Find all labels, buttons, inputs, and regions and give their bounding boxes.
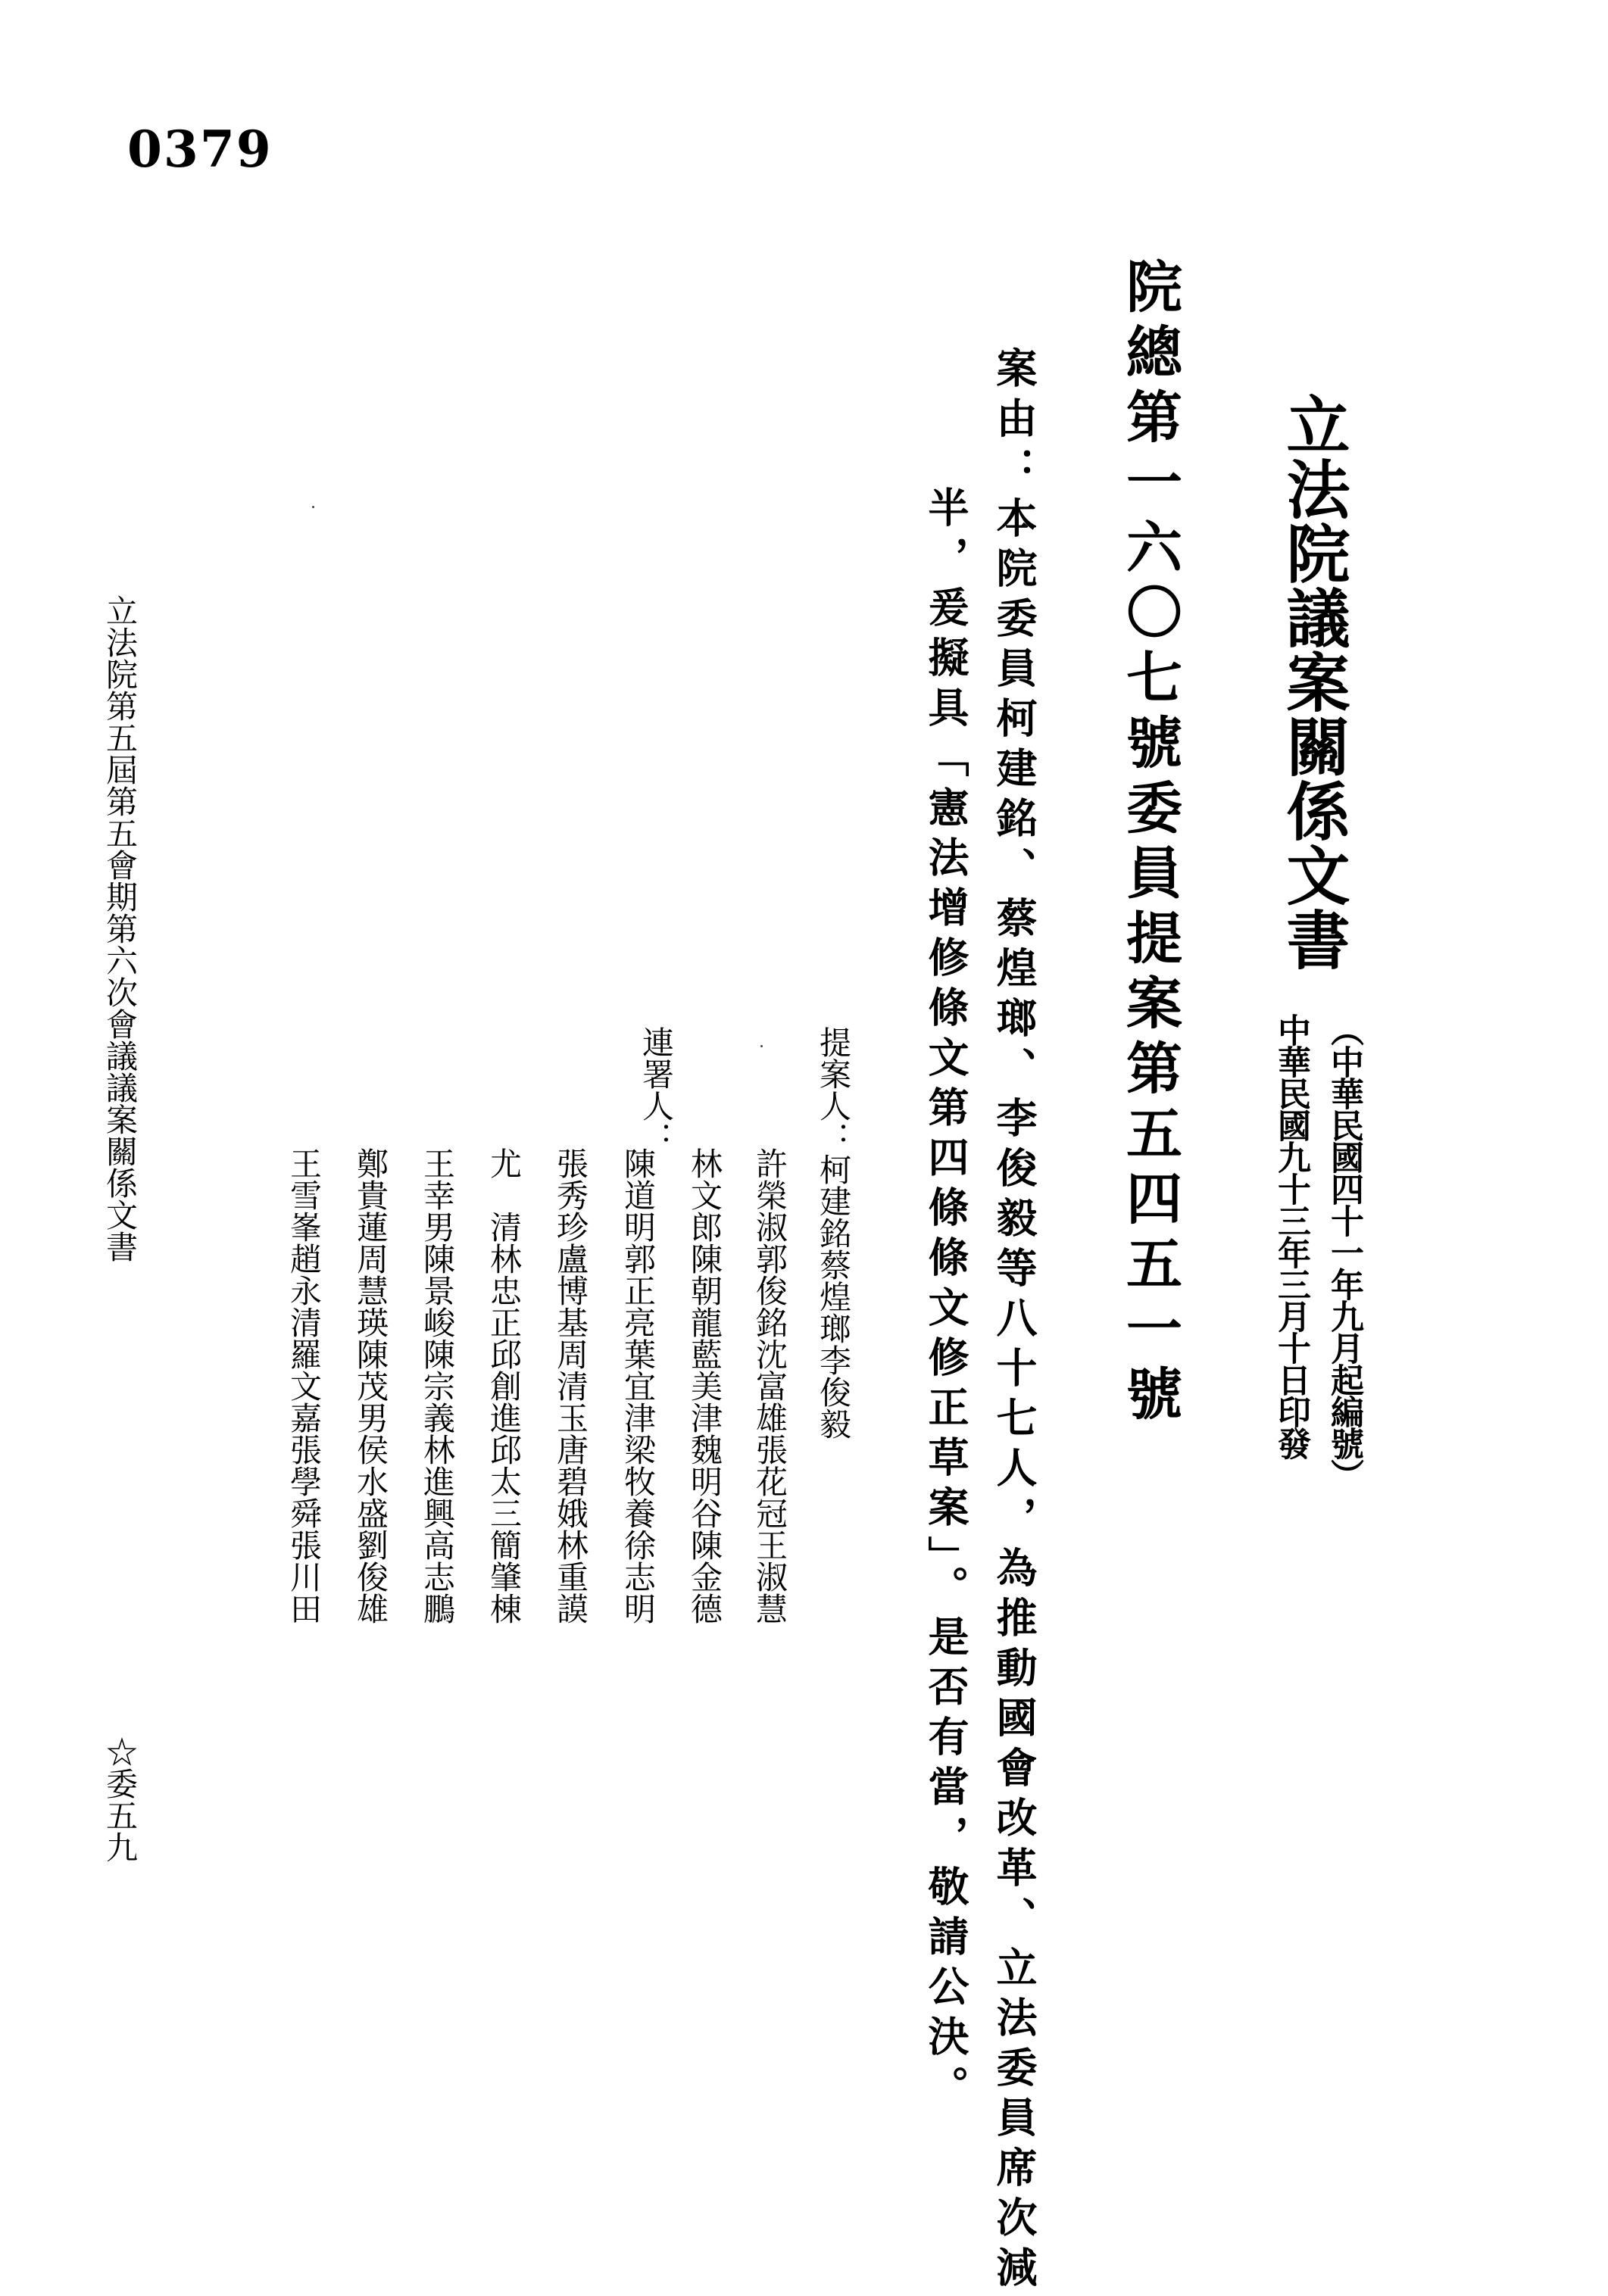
cosigner-name: 陳茂男 (352, 1338, 389, 1433)
cosigner-name: 林進興 (419, 1433, 456, 1529)
proposer-label: 提案人： (815, 1026, 852, 1153)
cosigner-name: 邱創進 (486, 1338, 523, 1433)
publication-note (1266, 1013, 1368, 1490)
page-code: ☆委五九 (101, 1736, 139, 1863)
publication-note-numbering: （中華民國四十一年九月起編號） (1325, 1013, 1363, 1490)
proposer-name: 蔡煌瑯 (815, 1249, 852, 1344)
publication-note-print-date: 中華民國九十三年三月十日印發 (1272, 1013, 1310, 1458)
cosigner-name: 周清玉 (552, 1338, 589, 1433)
cosigner-name: 梁牧養 (620, 1433, 657, 1529)
proposer-name: 李俊毅 (815, 1344, 852, 1440)
cause-text-line-2: 半，爰擬具「憲法增修條文第四條條文修正草案」。是否有當，敬請公決。 (922, 486, 970, 2115)
cosigner-name: 尤 清 (486, 1147, 523, 1243)
cosigner-name: 沈富雄 (751, 1338, 788, 1433)
cosigner-name: 王淑慧 (751, 1529, 788, 1624)
cosigner-name: 陳宗義 (419, 1338, 456, 1433)
cosigner-name: 劉俊雄 (352, 1529, 389, 1624)
cosigner-name: 徐志明 (620, 1529, 657, 1624)
cosigner-name: 魏明谷 (686, 1433, 723, 1529)
footer-session-title: 立法院第五屆第五會期第六次會議議案關係文書 (101, 594, 139, 1262)
cosigner-name: 簡肇棟 (486, 1529, 523, 1624)
cosigner-name: 張花冠 (751, 1433, 788, 1529)
cosigner-name: 羅文嘉 (286, 1338, 323, 1433)
proposal-number: 委員提案第五四五一號 (1117, 778, 1182, 1430)
cosigner-name: 王幸男 (419, 1147, 456, 1243)
cosigner-name: 郭俊銘 (751, 1243, 788, 1338)
document-title: 立法院議案關係文書 (1276, 392, 1351, 972)
cosigner-column (167, 1147, 326, 1624)
cosigner-name: 許榮淑 (751, 1147, 788, 1243)
cosigner-name: 邱太三 (486, 1433, 523, 1529)
bill-number (1110, 257, 1190, 1430)
proposer-name: 柯建銘 (815, 1153, 852, 1249)
cosigner-name: 林重謨 (552, 1529, 589, 1624)
cosigner-name: 陳朝龍 (686, 1243, 723, 1338)
scan-speck (760, 1045, 763, 1047)
cosigner-name: 郭正亮 (620, 1243, 657, 1338)
cosigner-name: 趙永清 (286, 1243, 323, 1338)
cosigner-name: 張秀珍 (552, 1147, 589, 1243)
cosigner-name: 高志鵬 (419, 1529, 456, 1624)
cosigner-name: 林忠正 (486, 1243, 523, 1338)
cosigner-name: 侯水盛 (352, 1433, 389, 1529)
page-number: 0379 (127, 120, 273, 179)
cosigner-name: 周慧瑛 (352, 1243, 389, 1338)
cosigner-name: 陳景峻 (419, 1243, 456, 1338)
cosigner-name: 唐碧娥 (552, 1433, 589, 1529)
cosigner-name: 張學舜 (286, 1433, 323, 1529)
cosigner-name: 王雪峯 (286, 1147, 323, 1243)
cause-text-line-1: 案由：本院委員柯建銘、蔡煌瑯、李俊毅等八十七人，為推動國會改革、立法委員席次減 (990, 347, 1038, 2296)
scan-speck (312, 506, 314, 508)
cosigner-name: 藍美津 (686, 1338, 723, 1433)
cosigner-name: 張川田 (286, 1529, 323, 1624)
cosigner-name: 林文郎 (686, 1147, 723, 1243)
general-bill-number: 院總第一六〇七號 (1117, 257, 1182, 778)
cosigner-name: 鄭貴蓮 (352, 1147, 389, 1243)
cosigner-name: 陳道明 (620, 1147, 657, 1243)
cosigner-name: 葉宜津 (620, 1338, 657, 1433)
cosigner-name: 陳金德 (686, 1529, 723, 1624)
cosigner-label: 連署人： (638, 1026, 675, 1153)
cosigner-name: 盧博基 (552, 1243, 589, 1338)
